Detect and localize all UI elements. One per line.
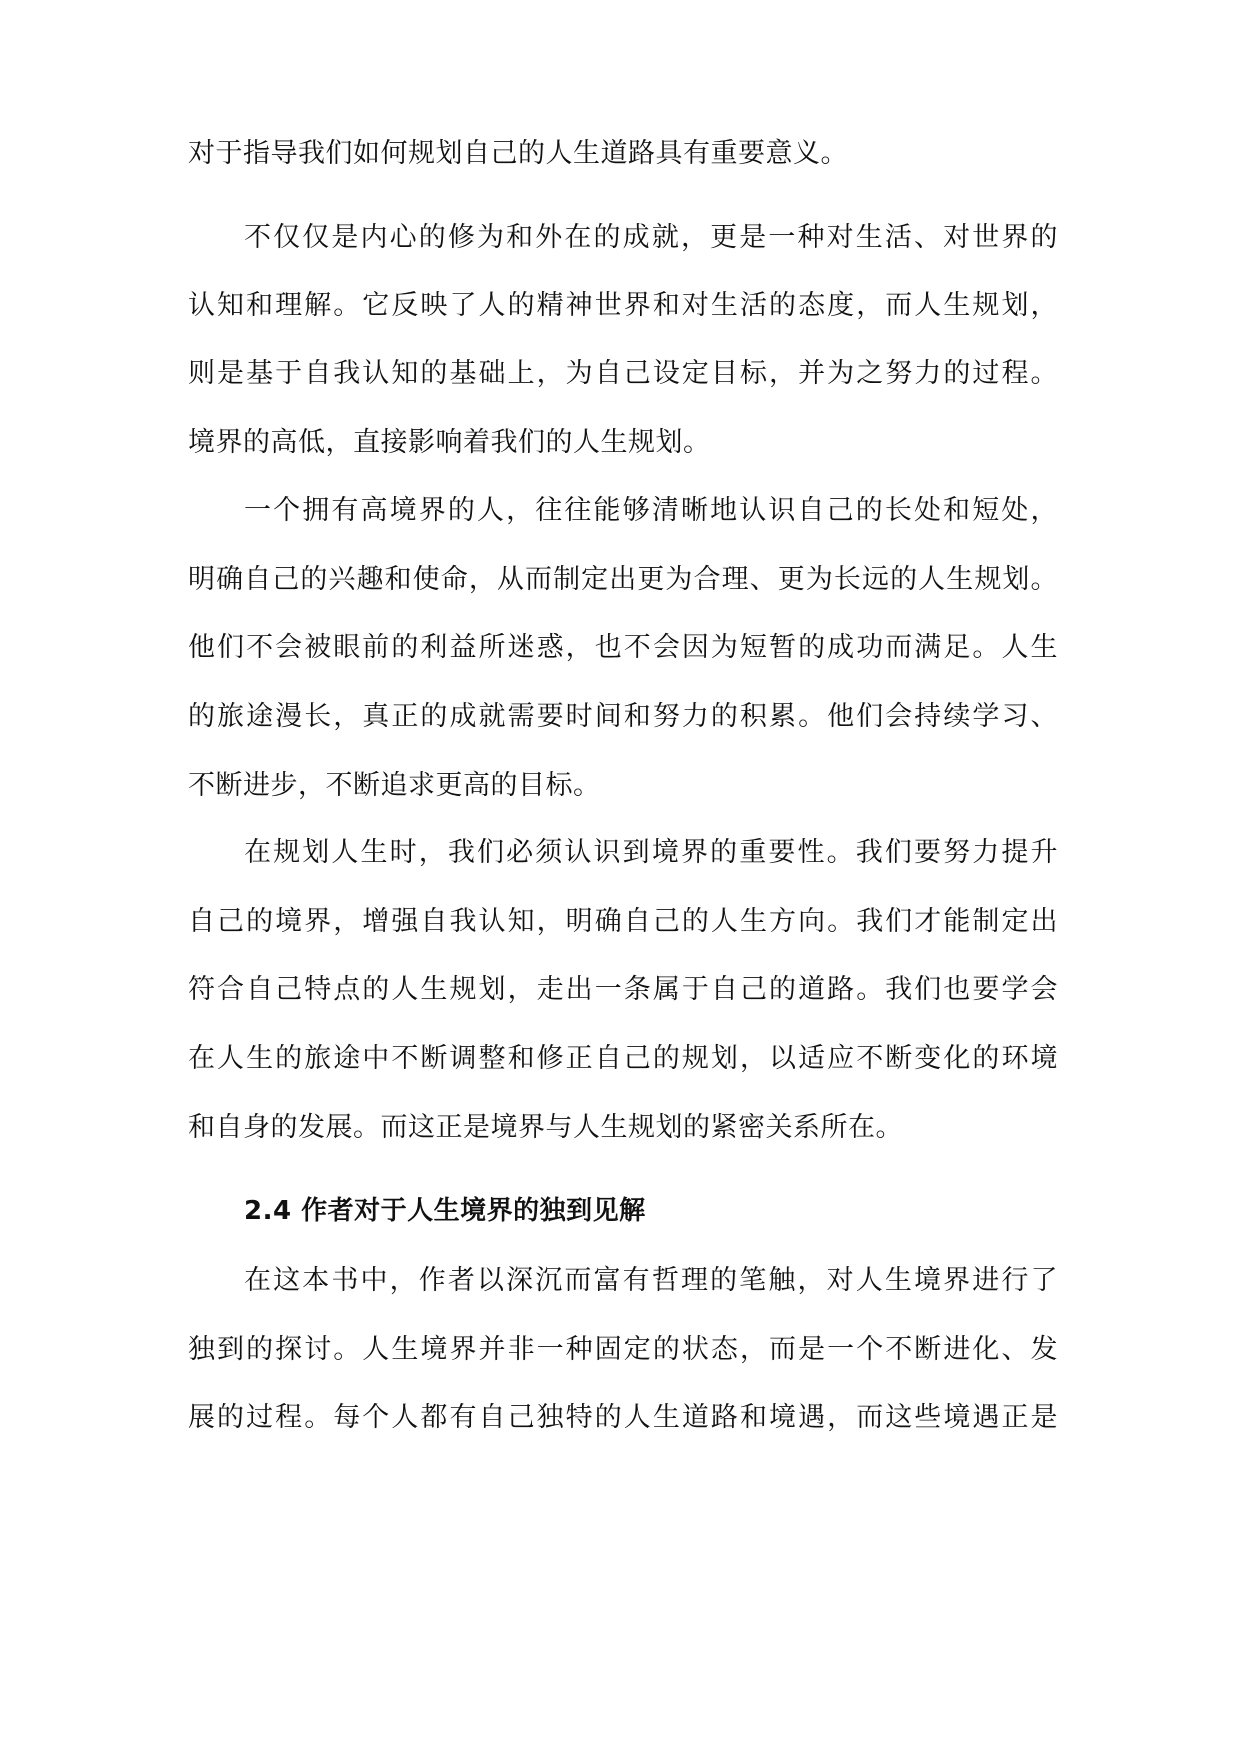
paragraph-2-line-4: 境界的高低，直接影响着我们的人生规划。 [188,427,711,458]
section-paragraph-line-2: 独到的探讨。人生境界并非一种固定的状态，而是一个不断进化、发 [188,1334,1058,1365]
paragraph-3-line-4: 的旅途漫长，真正的成就需要时间和努力的积累。他们会持续学习、 [188,701,1058,732]
paragraph-4-line-5: 和自身的发展。而这正是境界与人生规划的紧密关系所在。 [188,1112,903,1143]
paragraph-3-line-2: 明确自己的兴趣和使命，从而制定出更为合理、更为长远的人生规划。 [188,564,1058,595]
paragraph-4-line-4: 在人生的旅途中不断调整和修正自己的规划，以适应不断变化的环境 [188,1043,1058,1074]
paragraph-2-line-1: 不仅仅是内心的修为和外在的成就，更是一种对生活、对世界的 [244,222,1058,253]
paragraph-4-line-3: 符合自己特点的人生规划，走出一条属于自己的道路。我们也要学会 [188,974,1058,1005]
paragraph-4-line-1: 在规划人生时，我们必须认识到境界的重要性。我们要努力提升 [244,837,1058,868]
paragraph-3-line-1: 一个拥有高境界的人，往往能够清晰地认识自己的长处和短处， [244,495,1058,526]
section-paragraph-line-3: 展的过程。每个人都有自己独特的人生道路和境遇，而这些境遇正是 [188,1402,1058,1433]
paragraph-4-line-2: 自己的境界，增强自我认知，明确自己的人生方向。我们才能制定出 [188,906,1058,937]
section-paragraph-line-1: 在这本书中，作者以深沉而富有哲理的笔触，对人生境界进行了 [244,1265,1058,1296]
paragraph-1-line-1: 对于指导我们如何规划自己的人生道路具有重要意义。 [188,138,848,169]
paragraph-2-line-2: 认知和理解。它反映了人的精神世界和对生活的态度，而人生规划， [188,290,1058,321]
paragraph-3-line-5: 不断进步，不断追求更高的目标。 [188,770,601,801]
paragraph-2-line-3: 则是基于自我认知的基础上，为自己设定目标，并为之努力的过程。 [188,358,1058,389]
paragraph-3-line-3: 他们不会被眼前的利益所迷惑，也不会因为短暂的成功而满足。人生 [188,632,1058,663]
section-heading: 2.4 作者对于人生境界的独到见解 [244,1196,646,1226]
